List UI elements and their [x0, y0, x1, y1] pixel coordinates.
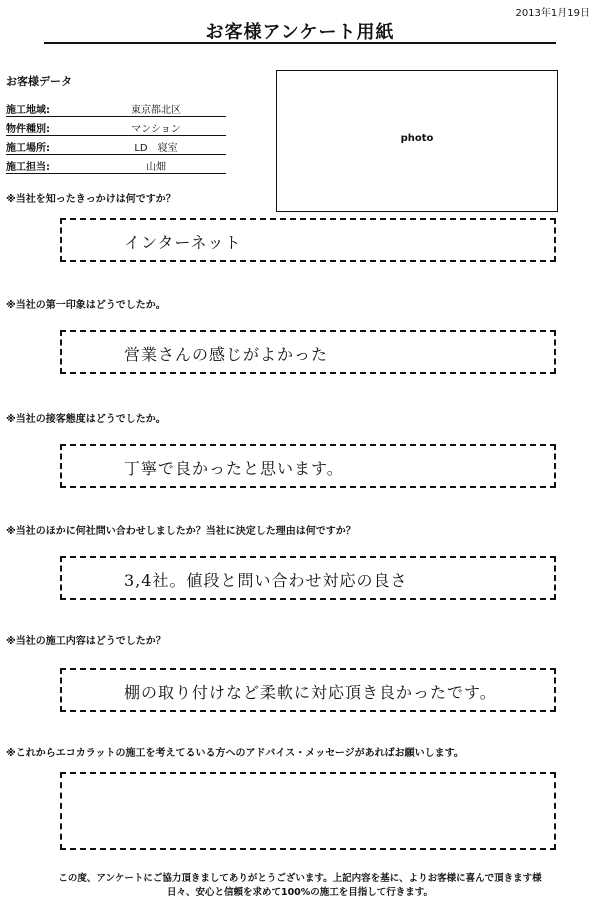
row-value: 東京都北区	[131, 105, 181, 116]
question-1: ※当社を知ったきっかけは何ですか？	[6, 194, 176, 205]
survey-date: 2013年1月19日	[515, 8, 590, 19]
photo-label: photo	[400, 133, 434, 144]
answer-box-4	[60, 556, 556, 600]
row-value: マンション	[131, 124, 181, 135]
photo-box	[276, 70, 558, 212]
customer-row-area	[6, 100, 226, 117]
footer-line-1: この度、アンケートにご協力頂きましてありがとうございます。上記内容を基に、よりお客様に喜んで頂きます様	[58, 873, 542, 884]
answer-box-2	[60, 330, 556, 374]
answer-box-1	[60, 218, 556, 262]
answer-text: 3,4社。値段と問い合わせ対応の良さ	[124, 571, 408, 590]
customer-row-staff	[6, 157, 226, 174]
row-label: 施工場所:	[6, 143, 50, 154]
question-4: ※当社のほかに何社問い合わせしましたか？当社に決定した理由は何ですか？	[6, 526, 356, 537]
title-underline	[44, 42, 556, 44]
question-5: ※当社の施工内容はどうでしたか？	[6, 636, 166, 647]
answer-box-5	[60, 668, 556, 712]
answer-text: 棚の取り付けなど柔軟に対応頂き良かったです。	[124, 683, 497, 702]
row-label: 物件種別:	[6, 124, 50, 135]
customer-row-location	[6, 138, 226, 155]
answer-box-6	[60, 772, 556, 850]
row-value: LD 寝室	[134, 143, 178, 154]
row-label: 施工担当:	[6, 162, 50, 173]
answer-text: 営業さんの感じがよかった	[124, 345, 329, 364]
question-6: ※これからエコカラットの施工を考えてるいる方へのアドバイス・メッセージがあればお願いします。	[6, 748, 464, 759]
page-title: お客様アンケート用紙	[205, 22, 395, 43]
customer-row-property-type	[6, 119, 226, 136]
row-value: 山畑	[146, 162, 166, 173]
footer-line-2: 日々、安心と信頼を求めて100%の施工を目指して行きます。	[166, 887, 434, 898]
question-2: ※当社の第一印象はどうでしたか。	[6, 300, 166, 311]
customer-data-heading: お客様データ	[6, 75, 72, 88]
answer-text: 丁寧で良かったと思います。	[124, 459, 344, 478]
answer-box-3	[60, 444, 556, 488]
question-3: ※当社の接客態度はどうでしたか。	[6, 414, 166, 425]
row-label: 施工地域:	[6, 105, 50, 116]
answer-text: インターネット	[124, 233, 242, 252]
